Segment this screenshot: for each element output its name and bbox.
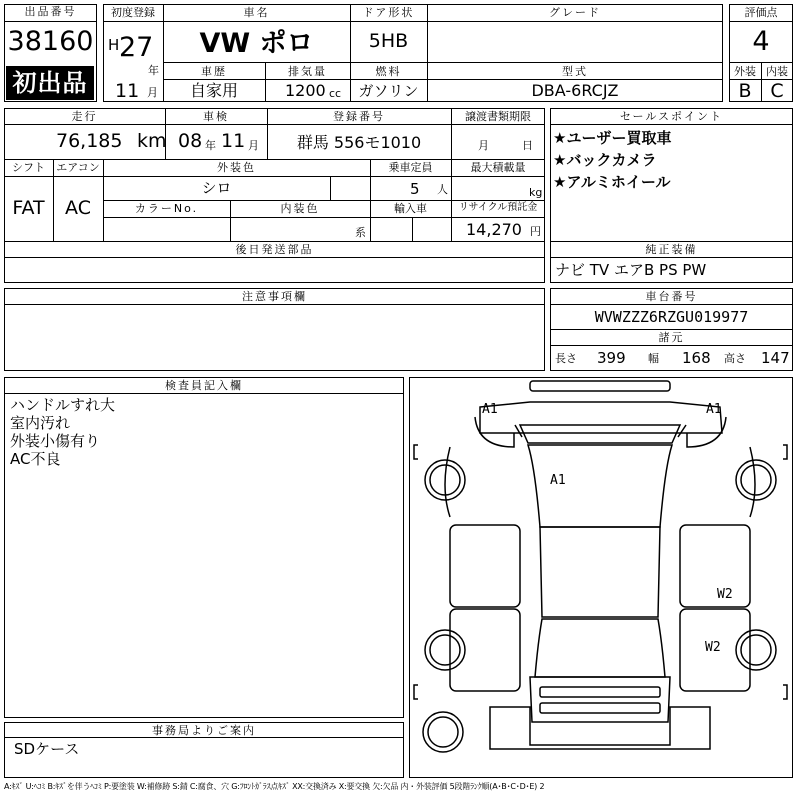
damage-mark-hood: A1	[550, 473, 566, 488]
equipment-label: 純正装備	[645, 243, 698, 256]
score-label: 評価点	[744, 6, 778, 19]
inspector-label: 検査員記入欄	[165, 379, 243, 392]
sales-point-item: ★ユーザー買取車	[553, 129, 672, 147]
mileage-unit: km	[137, 130, 167, 152]
exterior-grade: B	[738, 80, 752, 102]
width: 168	[682, 349, 711, 367]
history-label: 車歴	[201, 65, 227, 78]
recycle-fee: 14,270	[466, 220, 522, 239]
color-no-label: カラーNo.	[134, 202, 199, 215]
ac-label: エアコン	[56, 161, 100, 174]
interior-label: 内装	[766, 65, 788, 78]
fuel: ガソリン	[358, 82, 419, 100]
int-color-unit: 系	[355, 226, 366, 239]
damage-legend: A:ｷｽﾞ U:ﾍｺﾐ B:ｷｽﾞを伴うﾍｺﾐ P:要塗装 W:補修跡 S:錆 C:腐食、穴 G:ﾌﾛﾝﾄｶﾞﾗｽ点ｷｽﾞ XX:交換済み X:要交換 欠:欠品 内・外装評価 5段階ﾗﾝｸ順(A･B･C･D･E) 2	[4, 782, 545, 791]
chassis-number: WVWZZZ6RZGU019977	[594, 308, 749, 326]
shift-label: シフト	[12, 161, 45, 174]
ac: AC	[65, 197, 91, 219]
capacity-label: 乗車定員	[388, 161, 433, 174]
damage-mark-front-left: A1	[482, 402, 498, 417]
displacement: 1200	[285, 81, 326, 100]
car-name-label: 車名	[243, 6, 270, 19]
capacity: 5	[410, 180, 420, 198]
damage-mark-front-right: A1	[706, 402, 722, 417]
height-label: 高さ	[724, 352, 746, 365]
inspection-year-unit: 年	[205, 139, 216, 152]
inspection-month: 11	[221, 130, 246, 152]
door-label: ドア形状	[362, 6, 415, 19]
capacity-unit: 人	[437, 183, 448, 196]
damage-mark-right-rear-fender: W2	[705, 640, 721, 655]
inspection-label: 車検	[203, 110, 229, 123]
reg-month: 11	[115, 80, 140, 102]
notes-label: 注意事項欄	[242, 290, 307, 303]
sales-point-item: ★アルミホイール	[553, 173, 671, 191]
model: DBA-6RCJZ	[531, 81, 619, 100]
exterior-label: 外装	[734, 65, 756, 78]
sales-point-item: ★バックカメラ	[553, 151, 657, 169]
office-label: 事務局よりご案内	[152, 724, 256, 737]
sales-points-label: セールスポイント	[619, 110, 723, 123]
inspector-note: 外装小傷有り	[10, 432, 101, 450]
inspection-month-unit: 月	[248, 139, 259, 152]
ext-color: シロ	[201, 179, 232, 197]
equipment: ナビ TV エアB PS PW	[555, 261, 707, 279]
first-reg-label: 初度登録	[111, 6, 155, 19]
car-body-diagram	[410, 377, 791, 778]
max-load-unit: kg	[529, 186, 543, 199]
first-listing-badge: 初出品	[6, 66, 94, 100]
recycle-unit: 円	[530, 225, 541, 238]
history: 自家用	[189, 81, 238, 100]
displacement-unit: cc	[329, 87, 342, 100]
transfer-month-unit: 月	[478, 139, 489, 152]
dims-label: 諸元	[658, 331, 685, 344]
era: H	[108, 36, 120, 54]
reg-year: 27	[119, 32, 154, 63]
door-type: 5HB	[368, 30, 409, 52]
max-load-label: 最大積載量	[470, 161, 526, 174]
reg-year-unit: 年	[148, 64, 159, 77]
registration-label: 登録番号	[333, 110, 385, 123]
model-label: 型式	[562, 65, 588, 78]
chassis-label: 車台番号	[645, 290, 698, 303]
interior-grade: C	[770, 80, 784, 102]
lot-number-label: 出品番号	[24, 5, 77, 18]
import-label: 輸入車	[394, 202, 427, 215]
fuel-label: 燃料	[375, 65, 402, 78]
reg-month-unit: 月	[147, 86, 158, 99]
office-note: SDケース	[14, 740, 80, 758]
car-name: VW ポロ	[199, 28, 314, 59]
length: 399	[597, 349, 626, 367]
later-parts-label: 後日発送部品	[235, 243, 314, 256]
transfer-doc-label: 譲渡書類期限	[465, 110, 531, 123]
damage-mark-right-rear-door: W2	[717, 587, 733, 602]
width-label: 幅	[648, 352, 659, 365]
ext-color-label: 外装色	[217, 161, 256, 174]
inspector-note: ハンドルすれ大	[10, 396, 116, 414]
lot-number: 38160	[7, 26, 94, 57]
height: 147	[761, 349, 790, 367]
inspection-year: 08	[178, 130, 203, 152]
mileage: 76,185	[56, 130, 123, 152]
grade-label: グレード	[549, 6, 601, 19]
inspector-note: AC不良	[10, 450, 61, 468]
mileage-label: 走行	[71, 110, 98, 123]
shift: FAT	[12, 197, 45, 219]
score: 4	[752, 26, 770, 57]
transfer-day-unit: 日	[522, 139, 533, 152]
int-color-label: 内装色	[280, 202, 320, 215]
recycle-label: リサイクル預託金	[458, 202, 538, 213]
displacement-label: 排気量	[288, 65, 327, 78]
inspector-note: 室内汚れ	[10, 414, 71, 432]
length-label: 長さ	[555, 352, 577, 365]
registration-number: 群馬 556モ1010	[296, 133, 422, 152]
